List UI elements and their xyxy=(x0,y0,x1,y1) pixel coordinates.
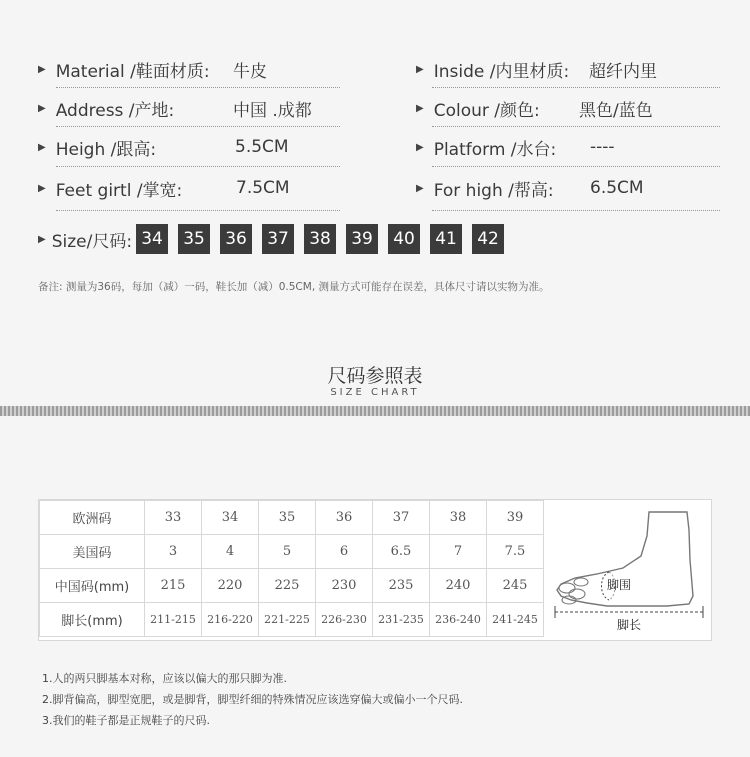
spec-value: 中国 .成都 xyxy=(233,100,312,121)
table-cell: 240 xyxy=(430,569,487,603)
spec-label: Feet girtl /掌宽: xyxy=(55,180,183,201)
spec-value: 超纤内里 xyxy=(589,61,657,82)
size-label: Size/尺码: xyxy=(51,231,133,252)
size-option-41[interactable]: 41 xyxy=(430,224,462,254)
table-row xyxy=(40,535,544,569)
table-cell: 37 xyxy=(373,501,430,535)
table-cell: 38 xyxy=(430,501,487,535)
table-cell: 39 xyxy=(487,501,544,535)
spec-value: ---- xyxy=(590,137,615,157)
caret-right-icon: ▶ xyxy=(38,182,46,194)
table-cell: 33 xyxy=(145,501,202,535)
measurement-note: 备注: 测量为36码，每加（减）一码，鞋长加（减）0.5CM, 测量方式可能存在误差，具体尺寸请以实物为准。 xyxy=(38,281,550,293)
spec-label: Colour /颜色: xyxy=(433,100,540,121)
spec-label: Address /产地: xyxy=(55,100,175,121)
row-header: 中国码(mm) xyxy=(40,569,145,603)
row-header: 美国码 xyxy=(40,535,145,569)
table-row xyxy=(40,501,544,535)
table-cell: 225 xyxy=(259,569,316,603)
table-cell: 241-245 xyxy=(487,603,544,637)
table-cell: 236-240 xyxy=(430,603,487,637)
table-cell: 245 xyxy=(487,569,544,603)
spec-label: Platform /水台: xyxy=(433,139,557,160)
size-option-38[interactable]: 38 xyxy=(304,224,336,254)
list-item: 2.脚背偏高，脚型宽肥，或是脚背，脚型纤细的特殊情况应该选穿偏大或偏小一个尺码. xyxy=(42,693,463,706)
table-cell: 36 xyxy=(316,501,373,535)
spec-value: 5.5CM xyxy=(235,137,289,157)
size-option-34[interactable]: 34 xyxy=(136,224,168,254)
size-table xyxy=(39,500,544,637)
table-cell: 7.5 xyxy=(487,535,544,569)
divider xyxy=(56,166,340,167)
divider xyxy=(432,210,720,211)
foot-length-label: 脚长 xyxy=(617,618,642,632)
table-cell: 211-215 xyxy=(145,603,202,637)
table-cell: 226-230 xyxy=(316,603,373,637)
table-cell: 220 xyxy=(202,569,259,603)
spec-material xyxy=(38,50,267,88)
spec-inside xyxy=(416,50,657,88)
caret-right-icon: ▶ xyxy=(416,63,424,75)
row-header: 欧洲码 xyxy=(40,501,145,535)
table-cell: 216-220 xyxy=(202,603,259,637)
table-cell: 235 xyxy=(373,569,430,603)
row-header: 脚长(mm) xyxy=(40,603,145,637)
foot-girth-label: 脚围 xyxy=(607,578,632,592)
divider xyxy=(56,126,340,127)
spec-colour xyxy=(416,89,653,127)
size-option-37[interactable]: 37 xyxy=(262,224,294,254)
caret-right-icon: ▶ xyxy=(416,182,424,194)
divider xyxy=(56,87,340,88)
size-option-40[interactable]: 40 xyxy=(388,224,420,254)
size-chart-subtitle: SIZE CHART xyxy=(330,387,420,398)
divider xyxy=(432,126,720,127)
caret-right-icon: ▶ xyxy=(38,141,46,153)
divider xyxy=(432,166,720,167)
spec-value: 6.5CM xyxy=(590,178,644,198)
table-cell: 3 xyxy=(145,535,202,569)
spec-for-high xyxy=(416,169,644,207)
divider xyxy=(56,210,340,211)
table-cell: 230 xyxy=(316,569,373,603)
table-row xyxy=(40,569,544,603)
caret-right-icon: ▶ xyxy=(416,102,424,114)
spec-value: 牛皮 xyxy=(233,61,267,82)
spec-label: Heigh /跟高: xyxy=(55,139,157,160)
table-cell: 5 xyxy=(259,535,316,569)
table-row xyxy=(40,603,544,637)
spec-label: Inside /内里材质: xyxy=(433,61,570,82)
table-cell: 7 xyxy=(430,535,487,569)
table-cell: 6.5 xyxy=(373,535,430,569)
table-cell: 231-235 xyxy=(373,603,430,637)
caret-right-icon: ▶ xyxy=(416,141,424,153)
notes-list xyxy=(42,668,463,731)
list-item: 1.人的两只脚基本对称，应该以偏大的那只脚为准. xyxy=(42,672,287,685)
size-option-42[interactable]: 42 xyxy=(472,224,504,254)
table-cell: 34 xyxy=(202,501,259,535)
table-cell: 35 xyxy=(259,501,316,535)
spec-feet-girth xyxy=(38,169,290,207)
table-cell: 4 xyxy=(202,535,259,569)
divider xyxy=(432,87,720,88)
caret-right-icon: ▶ xyxy=(38,102,46,114)
spec-address xyxy=(38,89,312,127)
size-selector xyxy=(38,221,514,257)
spec-heel-height xyxy=(38,128,289,166)
table-cell: 215 xyxy=(145,569,202,603)
size-table-panel xyxy=(38,499,712,641)
list-item: 3.我们的鞋子都是正规鞋子的尺码. xyxy=(42,714,210,727)
size-chart-title: 尺码参照表 xyxy=(327,365,423,387)
foot-diagram xyxy=(547,500,711,640)
spec-platform xyxy=(416,128,615,166)
caret-right-icon: ▶ xyxy=(38,63,46,75)
spec-value: 7.5CM xyxy=(236,178,290,198)
spec-label: Material /鞋面材质: xyxy=(55,61,210,82)
decorative-band xyxy=(0,406,750,416)
table-cell: 221-225 xyxy=(259,603,316,637)
size-option-39[interactable]: 39 xyxy=(346,224,378,254)
spec-label: For high /帮高: xyxy=(433,180,554,201)
size-option-35[interactable]: 35 xyxy=(178,224,210,254)
spec-value: 黑色/蓝色 xyxy=(579,100,653,121)
size-option-36[interactable]: 36 xyxy=(220,224,252,254)
caret-right-icon: ▶ xyxy=(38,233,46,245)
table-cell: 6 xyxy=(316,535,373,569)
